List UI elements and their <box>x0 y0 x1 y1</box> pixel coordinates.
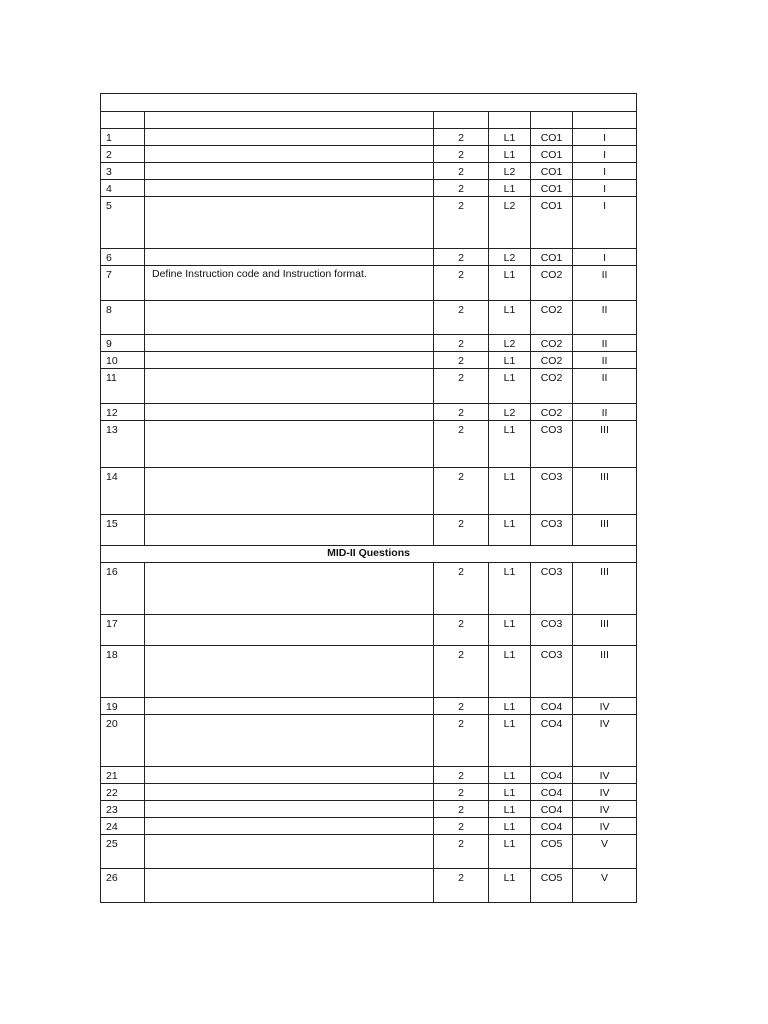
question-unit: I <box>573 249 637 266</box>
question-co: CO1 <box>531 146 573 163</box>
question-co: CO5 <box>531 835 573 869</box>
question-text <box>145 818 434 835</box>
question-text <box>145 784 434 801</box>
question-text <box>145 646 434 698</box>
question-number: 9 <box>101 335 145 352</box>
question-text <box>145 698 434 715</box>
question-level: L2 <box>489 249 531 266</box>
question-co: CO2 <box>531 404 573 421</box>
question-text <box>145 301 434 335</box>
question-row <box>101 801 637 818</box>
question-unit: I <box>573 129 637 146</box>
question-co: CO4 <box>531 818 573 835</box>
question-number: 19 <box>101 698 145 715</box>
question-row <box>101 369 637 404</box>
question-number: 18 <box>101 646 145 698</box>
question-text <box>145 869 434 903</box>
question-row <box>101 698 637 715</box>
question-level: L1 <box>489 352 531 369</box>
question-text <box>145 369 434 404</box>
question-marks: 2 <box>434 715 489 767</box>
question-number: 25 <box>101 835 145 869</box>
question-co: CO1 <box>531 129 573 146</box>
question-text <box>145 835 434 869</box>
question-level: L2 <box>489 163 531 180</box>
question-row <box>101 767 637 784</box>
question-level: L1 <box>489 698 531 715</box>
question-unit: II <box>573 404 637 421</box>
question-unit: IV <box>573 801 637 818</box>
question-text: Define Instruction code and Instruction format. <box>145 266 434 301</box>
question-co: CO3 <box>531 421 573 468</box>
question-row <box>101 146 637 163</box>
question-co: CO2 <box>531 266 573 301</box>
question-unit: III <box>573 563 637 615</box>
question-co: CO3 <box>531 515 573 546</box>
question-text <box>145 468 434 515</box>
question-number: 3 <box>101 163 145 180</box>
question-unit: IV <box>573 784 637 801</box>
question-number: 17 <box>101 615 145 646</box>
question-text <box>145 801 434 818</box>
question-row <box>101 563 637 615</box>
question-text <box>145 249 434 266</box>
question-level: L1 <box>489 835 531 869</box>
question-row <box>101 404 637 421</box>
question-marks: 2 <box>434 369 489 404</box>
question-co: CO1 <box>531 249 573 266</box>
question-co: CO4 <box>531 698 573 715</box>
question-row <box>101 197 637 249</box>
question-number: 22 <box>101 784 145 801</box>
question-marks: 2 <box>434 767 489 784</box>
question-text <box>145 197 434 249</box>
question-level: L1 <box>489 129 531 146</box>
header-cell-no <box>101 112 145 129</box>
question-row <box>101 615 637 646</box>
question-number: 12 <box>101 404 145 421</box>
question-level: L1 <box>489 266 531 301</box>
question-row <box>101 129 637 146</box>
question-level: L1 <box>489 421 531 468</box>
header-cell-co <box>531 112 573 129</box>
question-table-body <box>101 94 637 903</box>
question-number: 7 <box>101 266 145 301</box>
question-unit: III <box>573 515 637 546</box>
question-marks: 2 <box>434 835 489 869</box>
header-cell-question <box>145 112 434 129</box>
question-marks: 2 <box>434 266 489 301</box>
question-level: L1 <box>489 180 531 197</box>
question-number: 10 <box>101 352 145 369</box>
question-text <box>145 163 434 180</box>
question-unit: II <box>573 335 637 352</box>
question-level: L1 <box>489 369 531 404</box>
question-marks: 2 <box>434 468 489 515</box>
question-number: 16 <box>101 563 145 615</box>
question-unit: III <box>573 421 637 468</box>
question-marks: 2 <box>434 784 489 801</box>
question-level: L1 <box>489 515 531 546</box>
question-marks: 2 <box>434 163 489 180</box>
question-number: 21 <box>101 767 145 784</box>
question-row <box>101 646 637 698</box>
question-marks: 2 <box>434 335 489 352</box>
header-cell-level <box>489 112 531 129</box>
question-number: 14 <box>101 468 145 515</box>
question-marks: 2 <box>434 180 489 197</box>
question-co: CO4 <box>531 715 573 767</box>
question-co: CO3 <box>531 615 573 646</box>
question-text <box>145 352 434 369</box>
question-level: L1 <box>489 646 531 698</box>
question-level: L1 <box>489 869 531 903</box>
question-unit: I <box>573 197 637 249</box>
question-level: L2 <box>489 335 531 352</box>
question-marks: 2 <box>434 352 489 369</box>
question-row <box>101 266 637 301</box>
question-unit: IV <box>573 818 637 835</box>
question-number: 20 <box>101 715 145 767</box>
question-unit: V <box>573 835 637 869</box>
question-number: 23 <box>101 801 145 818</box>
question-level: L1 <box>489 146 531 163</box>
question-number: 5 <box>101 197 145 249</box>
question-row <box>101 180 637 197</box>
question-number: 11 <box>101 369 145 404</box>
question-level: L1 <box>489 818 531 835</box>
question-unit: I <box>573 146 637 163</box>
question-level: L1 <box>489 767 531 784</box>
question-unit: III <box>573 615 637 646</box>
question-number: 2 <box>101 146 145 163</box>
question-co: CO1 <box>531 180 573 197</box>
question-unit: IV <box>573 715 637 767</box>
question-unit: II <box>573 266 637 301</box>
question-row <box>101 869 637 903</box>
question-number: 15 <box>101 515 145 546</box>
question-co: CO3 <box>531 468 573 515</box>
question-text <box>145 421 434 468</box>
question-level: L1 <box>489 801 531 818</box>
question-text <box>145 515 434 546</box>
question-unit: V <box>573 869 637 903</box>
question-text <box>145 129 434 146</box>
header-row <box>101 112 637 129</box>
question-unit: IV <box>573 767 637 784</box>
question-row <box>101 515 637 546</box>
question-marks: 2 <box>434 801 489 818</box>
question-unit: I <box>573 163 637 180</box>
question-level: L2 <box>489 404 531 421</box>
question-row <box>101 163 637 180</box>
question-row <box>101 335 637 352</box>
question-unit: I <box>573 180 637 197</box>
question-text <box>145 615 434 646</box>
question-marks: 2 <box>434 146 489 163</box>
question-level: L1 <box>489 563 531 615</box>
header-cell-marks <box>434 112 489 129</box>
question-number: 24 <box>101 818 145 835</box>
question-row <box>101 468 637 515</box>
question-co: CO4 <box>531 767 573 784</box>
question-marks: 2 <box>434 301 489 335</box>
header-cell-unit <box>573 112 637 129</box>
question-text <box>145 563 434 615</box>
question-marks: 2 <box>434 421 489 468</box>
question-number: 6 <box>101 249 145 266</box>
question-unit: II <box>573 352 637 369</box>
section-heading: MID-II Questions <box>101 546 637 563</box>
title-cell <box>101 94 637 112</box>
question-marks: 2 <box>434 818 489 835</box>
question-unit: III <box>573 468 637 515</box>
question-marks: 2 <box>434 563 489 615</box>
question-text <box>145 335 434 352</box>
question-co: CO3 <box>531 563 573 615</box>
question-co: CO2 <box>531 352 573 369</box>
question-co: CO1 <box>531 197 573 249</box>
question-text <box>145 180 434 197</box>
question-marks: 2 <box>434 249 489 266</box>
question-co: CO1 <box>531 163 573 180</box>
question-text <box>145 767 434 784</box>
question-co: CO2 <box>531 369 573 404</box>
question-unit: IV <box>573 698 637 715</box>
question-co: CO4 <box>531 801 573 818</box>
question-marks: 2 <box>434 197 489 249</box>
question-row <box>101 249 637 266</box>
question-text <box>145 715 434 767</box>
question-unit: II <box>573 369 637 404</box>
question-text <box>145 146 434 163</box>
question-marks: 2 <box>434 646 489 698</box>
question-level: L1 <box>489 301 531 335</box>
question-level: L1 <box>489 715 531 767</box>
question-level: L1 <box>489 615 531 646</box>
question-number: 13 <box>101 421 145 468</box>
question-row <box>101 818 637 835</box>
question-marks: 2 <box>434 615 489 646</box>
question-level: L2 <box>489 197 531 249</box>
question-number: 4 <box>101 180 145 197</box>
question-row <box>101 835 637 869</box>
question-marks: 2 <box>434 404 489 421</box>
question-row <box>101 715 637 767</box>
question-level: L1 <box>489 784 531 801</box>
title-row <box>101 94 637 112</box>
question-co: CO4 <box>531 784 573 801</box>
question-row <box>101 421 637 468</box>
question-marks: 2 <box>434 515 489 546</box>
question-number: 26 <box>101 869 145 903</box>
question-co: CO2 <box>531 335 573 352</box>
question-row <box>101 352 637 369</box>
section-row <box>101 546 637 563</box>
question-marks: 2 <box>434 869 489 903</box>
question-row <box>101 784 637 801</box>
question-marks: 2 <box>434 698 489 715</box>
question-number: 8 <box>101 301 145 335</box>
question-co: CO5 <box>531 869 573 903</box>
question-text <box>145 404 434 421</box>
question-co: CO2 <box>531 301 573 335</box>
question-unit: III <box>573 646 637 698</box>
question-co: CO3 <box>531 646 573 698</box>
question-marks: 2 <box>434 129 489 146</box>
question-row <box>101 301 637 335</box>
question-level: L1 <box>489 468 531 515</box>
question-unit: II <box>573 301 637 335</box>
question-number: 1 <box>101 129 145 146</box>
question-bank-table <box>100 93 637 903</box>
